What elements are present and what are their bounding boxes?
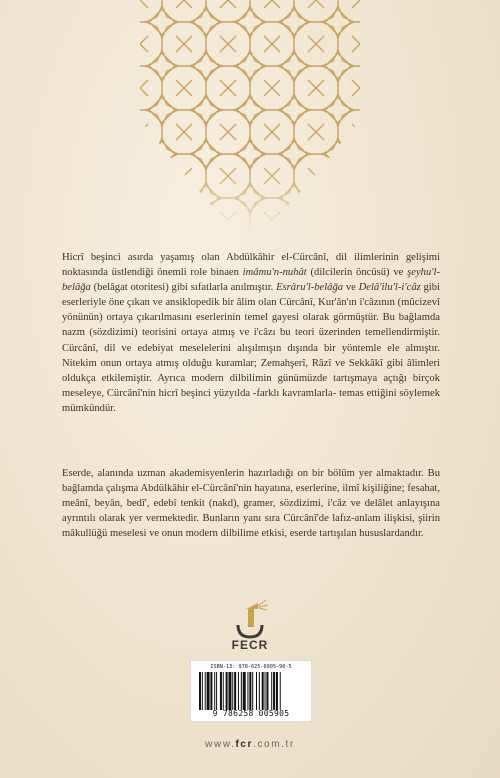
book-delailul-icaz: Delâ'ilu'l-i'câz bbox=[358, 282, 421, 294]
title-seyhul-belaga: şeyhu'l-belâğa bbox=[62, 267, 440, 294]
barcode-label bbox=[190, 660, 312, 722]
description-paragraph-1: Hicrî beşinci asırda yaşamış olan Abdülkâhir el-Cürcânî, dil ilimlerinin gelişimi noktasında üstlendiği önemli role binaen imâmu'n-nuhât (dilcilerin öncüsü) ve şeyhu'l-belâğa (belâgat otoritesi) gibi sıfatlarla anılmıştır. Esrâru'l-belâğa ve Delâ'ilu'l-i'câz gibi eserleriyle öne çıkan ve ansiklopedik bir âlim olan Cürcânî, Kur'ân'ın i'câzının (mûcizevî yönünün) ortaya çıkarılmasını eserlerinin temel gayesi olarak görmüştür. Bu bağlamda nazm (sözdizimi) teorisini ortaya atmış ve i'câzı bu teori üzerinden temellendirmiştir. Cürcânî, dil ve edebiyat meselelerini alışılmışın dışında bir yöntemle ele almıştır. Nitekim onun ortaya atmış olduğu kuramlar; Zemahşerî, Râzî ve Sekkâkî gibi âlimleri oldukça etkilemiştir. Ayrıca modern dilbilimin günümüzde tartışmaya açtığı birçok meseleye, Cürcânî'nin hicrî beşinci yüzyılda -farklı kavramlarla- temas ettiğini söylemek mümkündür. bbox=[62, 252, 440, 414]
publisher-name: FECR bbox=[231, 638, 269, 652]
title-imamun-nuhat: imâmu'n-nuhât bbox=[242, 267, 307, 279]
barcode-digits: 9 786258 005905 bbox=[212, 709, 290, 718]
barcode-bars bbox=[199, 672, 303, 710]
geometric-ornament bbox=[140, 0, 360, 235]
website-url[interactable]: www.fcr.com.tr bbox=[205, 739, 295, 750]
book-esrarul-belaga: Esrâru'l-belâğa bbox=[276, 282, 344, 294]
isbn-text: ISBN-13: 978-625-6005-90-5 bbox=[210, 664, 292, 670]
description-paragraph-2: Eserde, alanında uzman akademisyenlerin hazırladığı on bir bölüm yer almaktadır. Bu bağlamda çalışma Abdülkâhir el-Cürcânî'nin hayatına, eserlerine, ilmî kişiliğine; fesahat, meânî, beyân, bedî', edebî tenkit (nakd), gramer, sözdizimi, i'câz ve delâlet anlayışına ayrıntılı olarak yer vermektedir. Bunların yanı sıra Cürcânî'de lafız-anlam ilişkisi, şiirin mâkullüğü meselesi ve onun modern dilbilime etkisi, eserde tartışılan hususlardandır. bbox=[62, 468, 440, 540]
